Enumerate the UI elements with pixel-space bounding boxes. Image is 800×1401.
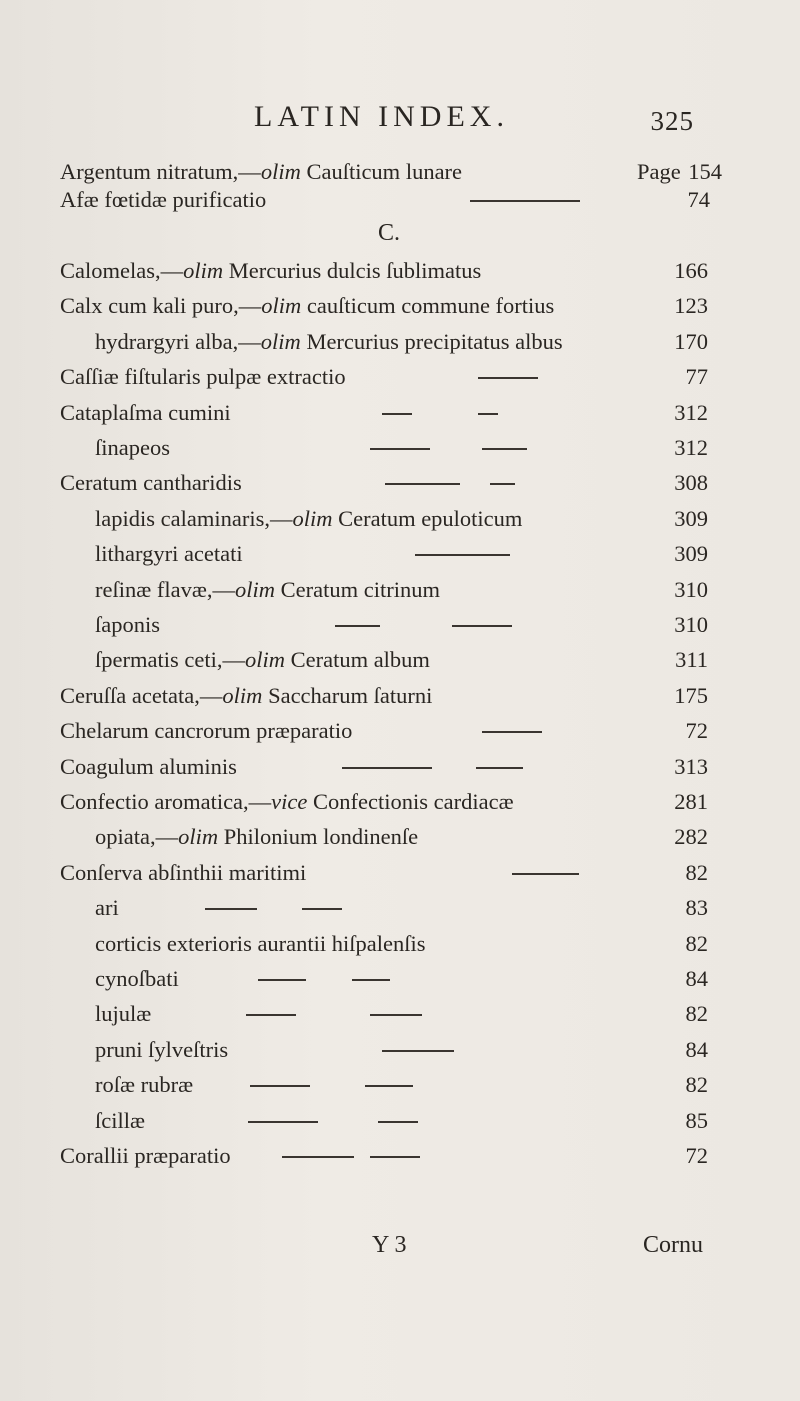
- entry-text: ari: [95, 895, 119, 921]
- index-entry: [0, 856, 800, 890]
- index-entry: [0, 396, 800, 430]
- entry-text: Conſerva abſinthii maritimi: [60, 859, 307, 885]
- index-entry: [0, 573, 800, 607]
- entry-text: Coagulum aluminis: [60, 753, 237, 779]
- entry-text: opiata,—olim Philonium londinenſe: [95, 824, 419, 850]
- entry-text: lithargyri acetati: [95, 541, 243, 567]
- index-entry: [0, 254, 800, 288]
- index-entry: [0, 891, 800, 925]
- leader-dash: [258, 979, 306, 981]
- entry-text: reſinæ flavæ,—olim Ceratum citrinum: [95, 576, 440, 602]
- entry-page: 313: [674, 753, 708, 779]
- entry-page: 282: [674, 824, 708, 850]
- entry-text: Argentum nitratum,—olim Cauſticum lunare: [60, 159, 463, 184]
- leader-dash: [415, 554, 510, 556]
- leader-dash: [470, 200, 580, 202]
- entry-page: 77: [685, 364, 708, 390]
- leader-dash: [370, 1014, 422, 1016]
- entry-page: 310: [674, 612, 708, 637]
- entry-text: Cataplaſma cumini: [60, 399, 231, 425]
- leader-dash: [365, 1085, 413, 1087]
- entry-page: 82: [685, 1001, 708, 1027]
- entry-text: pruni ſylveſtris: [95, 1036, 229, 1062]
- entry-text: Ceruſſa acetata,—olim Saccharum ſaturni: [60, 682, 433, 708]
- entry-page: 175: [674, 682, 708, 708]
- entry-page: 123: [674, 293, 708, 319]
- section-letter: C.: [378, 220, 401, 246]
- entry-page: 309: [674, 505, 708, 531]
- index-entry: [0, 750, 800, 784]
- entry-page: 312: [674, 399, 708, 425]
- leader-dash: [490, 483, 515, 485]
- leader-dash: [205, 908, 257, 910]
- header-title: LATIN INDEX.: [254, 100, 509, 133]
- index-entry: [0, 183, 800, 217]
- index-entry: [0, 679, 800, 713]
- entry-text: lujulæ: [95, 1001, 152, 1027]
- index-entry: [0, 289, 800, 323]
- entry-text: Caſſiæ fiſtularis pulpæ extractio: [60, 364, 346, 390]
- index-entry: [0, 502, 800, 536]
- entry-page: 82: [685, 859, 708, 885]
- running-header: [254, 100, 694, 140]
- leader-dash: [248, 1121, 318, 1123]
- leader-dash: [482, 731, 542, 733]
- entry-page: 166: [674, 258, 708, 283]
- entry-text: Calx cum kali puro,—olim cauſticum commune fortius: [60, 293, 555, 319]
- entry-page: 170: [674, 328, 708, 354]
- entry-text: ſpermatis ceti,—olim Ceratum album: [95, 647, 430, 673]
- leader-dash: [452, 625, 512, 627]
- entry-text: hydrargyri alba,—olim Mercurius precipitatus albus: [95, 328, 563, 354]
- index-entry: [0, 1104, 800, 1138]
- entry-page: 82: [685, 930, 708, 956]
- entry-text: lapidis calaminaris,—olim Ceratum epuloticum: [95, 505, 523, 531]
- leader-dash: [476, 767, 523, 769]
- entry-page: 312: [674, 435, 708, 460]
- index-entry: [0, 785, 800, 819]
- entry-page: 84: [685, 1036, 708, 1062]
- index-entry: [0, 820, 800, 854]
- leader-dash: [382, 1050, 454, 1052]
- entry-text: Afæ fœtidæ purificatio: [60, 187, 267, 212]
- index-entry: [0, 927, 800, 961]
- index-entry: [0, 714, 800, 748]
- index-entry: [0, 537, 800, 571]
- index-entry: [0, 360, 800, 394]
- entry-page: 308: [674, 470, 708, 496]
- index-entry: [0, 997, 800, 1031]
- index-entry: [0, 431, 800, 465]
- entry-page: 72: [685, 1143, 708, 1168]
- entry-page: 311: [675, 647, 708, 673]
- leader-dash: [250, 1085, 310, 1087]
- index-entry: [0, 608, 800, 642]
- index-entry: [0, 325, 800, 359]
- entry-page: 154: [688, 159, 722, 184]
- leader-dash: [382, 413, 412, 415]
- entry-text: Ceratum cantharidis: [60, 470, 242, 496]
- index-entry: [0, 1139, 800, 1173]
- leader-dash: [512, 873, 579, 875]
- entry-text: Chelarum cancrorum præparatio: [60, 718, 353, 744]
- entry-page: 84: [685, 966, 708, 991]
- leader-dash: [478, 413, 498, 415]
- entry-page: 83: [685, 895, 708, 921]
- leader-dash: [246, 1014, 296, 1016]
- entry-text: corticis exterioris aurantii hiſpalenſis: [95, 930, 426, 956]
- entry-text: roſæ rubræ: [95, 1072, 194, 1098]
- entry-page: 85: [685, 1107, 708, 1133]
- leader-dash: [352, 979, 390, 981]
- index-entry: [0, 466, 800, 500]
- signature-mark: Y 3: [372, 1232, 407, 1258]
- leader-dash: [302, 908, 342, 910]
- catchword: Cornu: [643, 1232, 703, 1258]
- entry-text: ſaponis: [95, 612, 160, 637]
- leader-dash: [482, 448, 527, 450]
- entry-page: 281: [674, 789, 708, 814]
- page-number: 325: [650, 106, 694, 136]
- entry-text: Confectio aromatica,—vice Confectionis cardiacæ: [60, 789, 514, 814]
- entry-page: 82: [685, 1072, 708, 1098]
- leader-dash: [478, 377, 538, 379]
- entry-page: 74: [687, 187, 710, 212]
- leader-dash: [385, 483, 460, 485]
- index-entry: [0, 1068, 800, 1102]
- leader-dash: [335, 625, 380, 627]
- entry-page: 310: [674, 576, 708, 602]
- index-entry: [0, 962, 800, 996]
- entry-text: ſcillæ: [95, 1107, 145, 1133]
- page-label: Page: [637, 159, 681, 184]
- entry-text: ſinapeos: [95, 435, 170, 460]
- leader-dash: [342, 767, 432, 769]
- entry-text: cynoſbati: [95, 966, 179, 991]
- entry-page: 309: [674, 541, 708, 567]
- leader-dash: [282, 1156, 354, 1158]
- entry-text: Corallii præparatio: [60, 1143, 231, 1168]
- leader-dash: [370, 448, 430, 450]
- leader-dash: [378, 1121, 418, 1123]
- index-entry: [0, 643, 800, 677]
- entry-text: Calomelas,—olim Mercurius dulcis ſublimatus: [60, 258, 482, 283]
- index-entry: [0, 1033, 800, 1067]
- entry-page: 72: [685, 718, 708, 744]
- leader-dash: [370, 1156, 420, 1158]
